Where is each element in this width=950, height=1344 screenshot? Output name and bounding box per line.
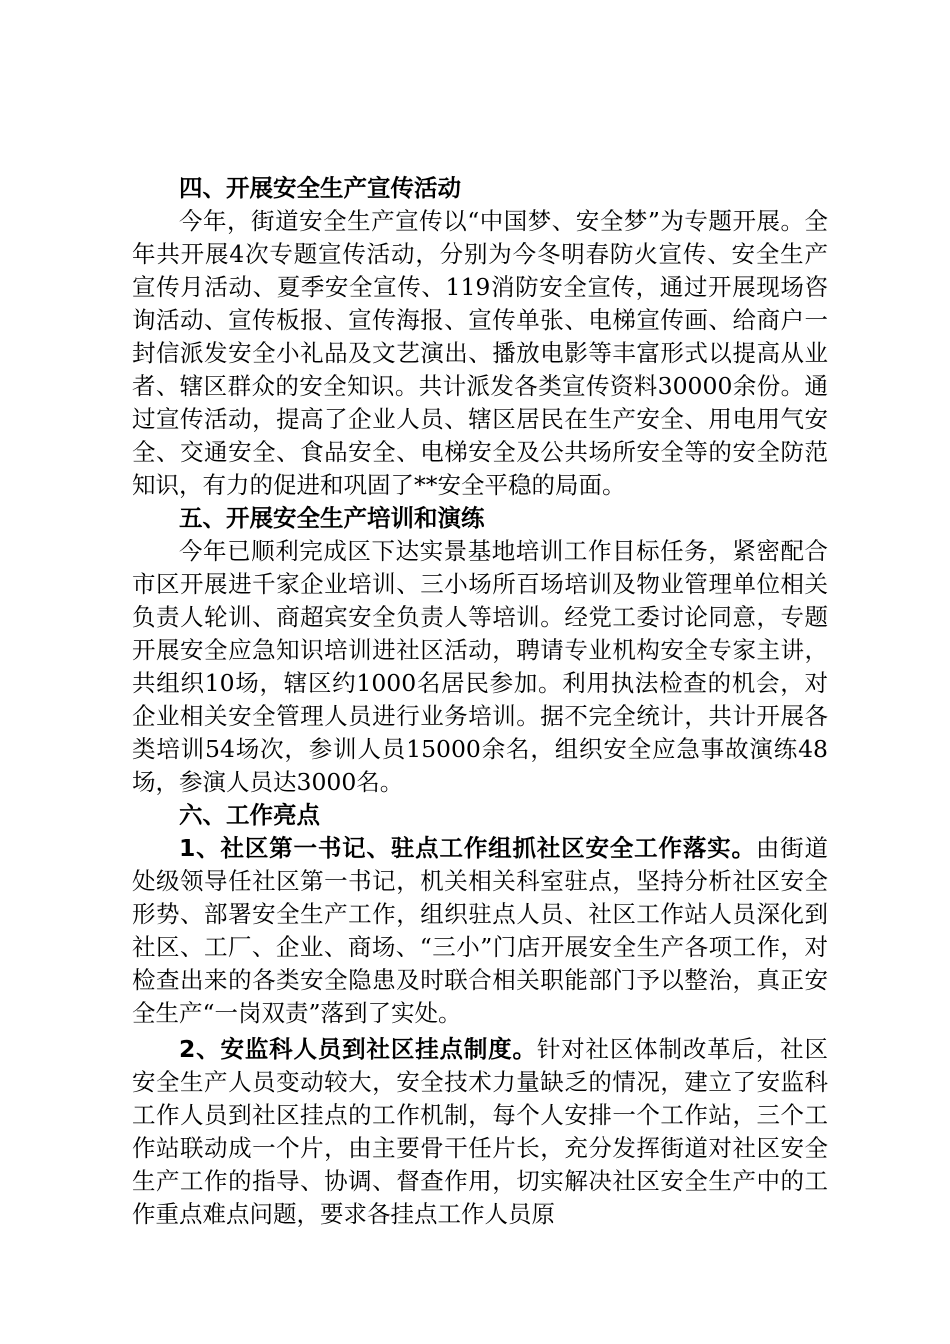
section-4-heading: 四、开展安全生产宣传活动	[179, 174, 461, 202]
section-5-heading: 五、开展安全生产培训和演练	[179, 504, 485, 532]
document-body	[132, 172, 828, 1231]
section-4-paragraph: 今年，街道安全生产宣传以“中国梦、安全梦”为专题开展。全年共开展4次专题宣传活动，分别为今冬明春防火宣传、安全生产宣传月活动、夏季安全宣传、119消防安全宣传，通过开展现场咨询活动、宣传板报、宣传海报、宣传单张、电梯宣传画、给商户一封信派发安全小礼品及文艺演出、播放电影等丰富形式以提高从业者、辖区群众的安全知识。共计派发各类宣传资料30000余份。通过宣传活动，提高了企业人员、辖区居民在生产安全、用电用气安全、交通安全、食品安全、电梯安全及公共场所安全等的安全防范知识，有力的促进和巩固了**安全平稳的局面。	[132, 207, 828, 499]
highlight-item-1	[132, 832, 828, 1030]
highlight-item-2-body: 针对社区体制改革后，社区安全生产人员变动较大，安全技术力量缺乏的情况，建立了安监科工作人员到社区挂点的工作机制，每个人安排一个工作站，三个工作站联动成一个片，由主要骨干任片长，充分发挥街道对社区安全生产工作的指导、协调、督查作用，切实解决社区安全生产中的工作重点难点问题，要求各挂点工作人员原	[132, 1035, 828, 1228]
highlight-item-2-lead: 2、安监科人员到社区挂点制度。	[179, 1035, 537, 1063]
highlight-item-1-body: 由街道处级领导任社区第一书记，机关相关科室驻点，坚持分析社区安全形势、部署安全生产工作，组织驻点人员、社区工作站人员深化到社区、工厂、企业、商场、“三小”门店开展安全生产各项工作，对检查出来的各类安全隐患及时联合相关职能部门予以整治，真正安全生产“一岗双责”落到了实处。	[132, 834, 828, 1027]
highlight-item-1-lead: 1、社区第一书记、驻点工作组抓社区安全工作落实。	[179, 834, 756, 862]
highlight-item-2	[132, 1033, 828, 1231]
section-5-paragraph: 今年已顺利完成区下达实景基地培训工作目标任务，紧密配合市区开展进千家企业培训、三小场所百场培训及物业管理单位相关负责人轮训、商超宾安全负责人等培训。经党工委讨论同意，专题开展安全应急知识培训进社区活动，聘请专业机构安全专家主讲，共组织10场，辖区约1000名居民参加。利用执法检查的机会，对企业相关安全管理人员进行业务培训。据不完全统计，共计开展各类培训54场次，参训人员15000余名，组织安全应急事故演练48场，参演人员达3000名。	[132, 537, 828, 796]
section-6-heading: 六、工作亮点	[179, 801, 320, 829]
